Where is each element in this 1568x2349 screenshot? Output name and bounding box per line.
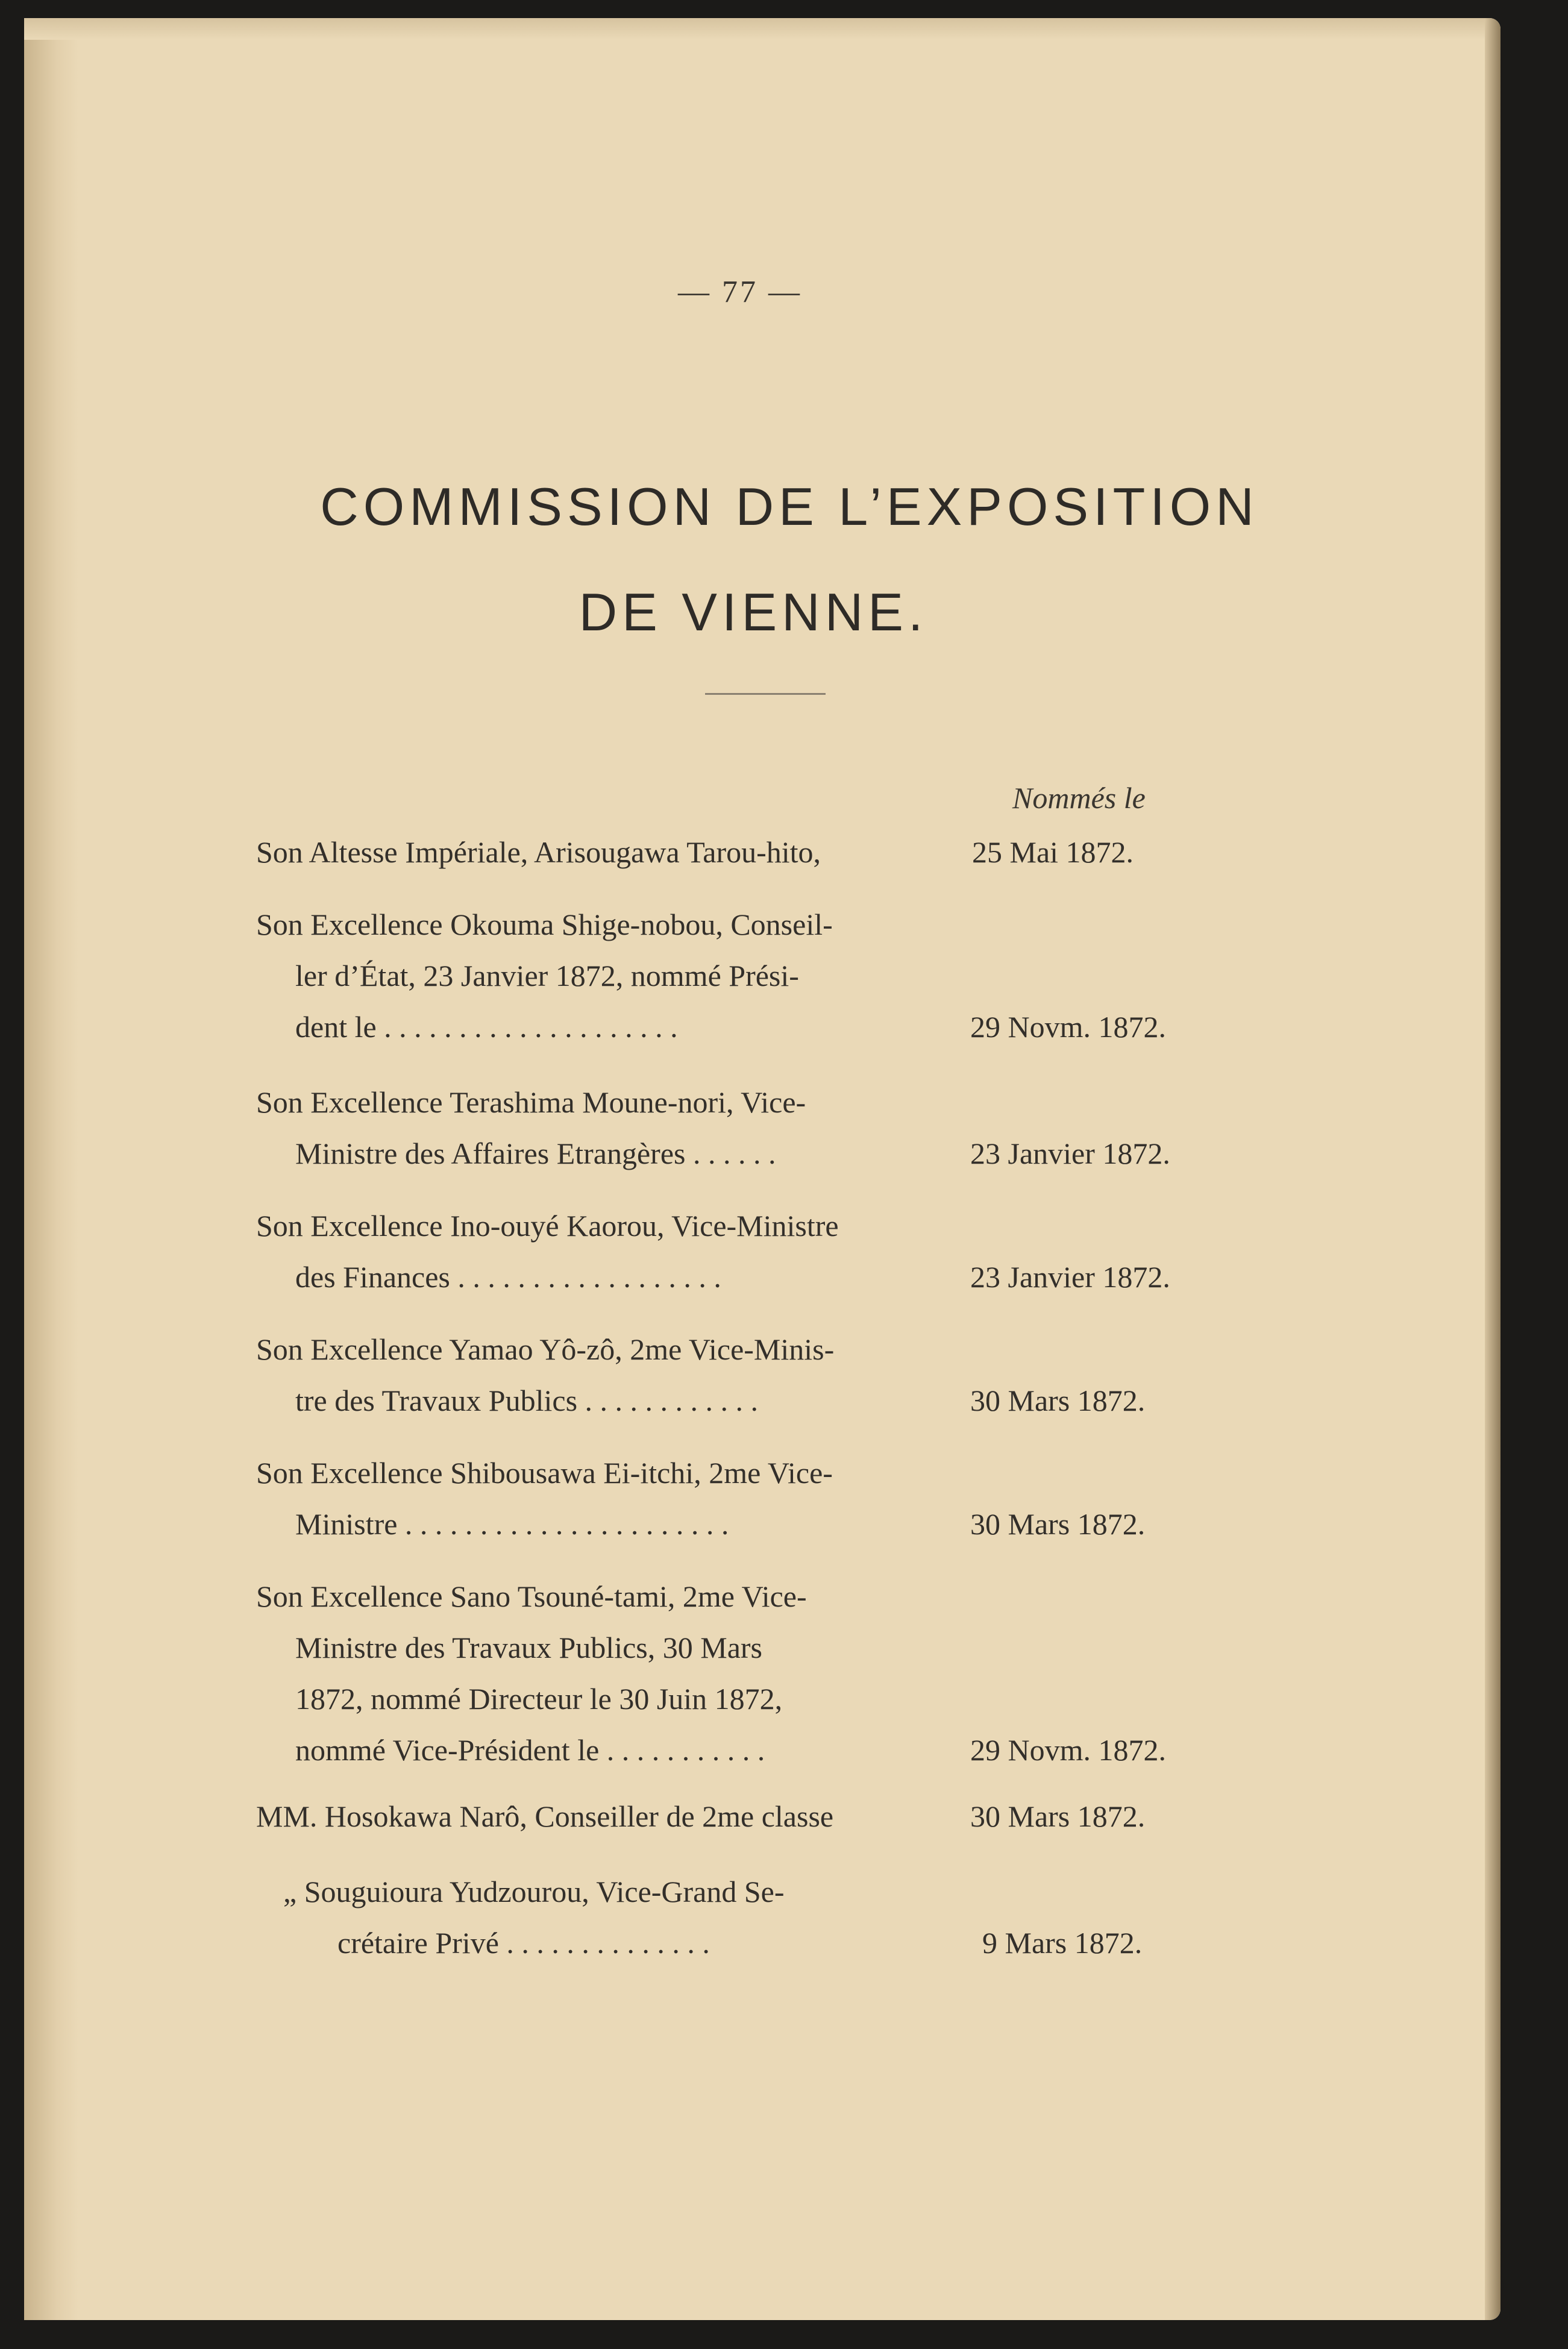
entry-8-line-1: MM. Hosokawa Narô, Conseiller de 2me classe bbox=[256, 1799, 834, 1833]
entry-6-date: 30 Mars 1872. bbox=[970, 1507, 1146, 1541]
entry-6-line-1: Son Excellence Shibousawa Ei-itchi, 2me Vice- bbox=[256, 1456, 833, 1490]
page-gutter bbox=[24, 18, 78, 2320]
entry-4-line-2: des Finances . . . . . . . . . . . . . . . . . . bbox=[295, 1260, 721, 1294]
entry-8-date: 30 Mars 1872. bbox=[970, 1799, 1146, 1833]
title-line-2: DE VIENNE. bbox=[579, 582, 928, 642]
title-rule bbox=[705, 693, 826, 695]
entry-5-date: 30 Mars 1872. bbox=[970, 1384, 1146, 1417]
entry-7-line-1: Son Excellence Sano Tsouné-tami, 2me Vice- bbox=[256, 1579, 807, 1613]
entry-4-date: 23 Janvier 1872. bbox=[970, 1260, 1170, 1294]
entry-5-line-1: Son Excellence Yamao Yô-zô, 2me Vice-Minis- bbox=[256, 1332, 835, 1366]
entry-2-line-3: dent le . . . . . . . . . . . . . . . . . . . . bbox=[295, 1010, 678, 1044]
title-line-1: COMMISSION DE L’EXPOSITION bbox=[320, 477, 1259, 536]
entry-9-line-1: „ Souguioura Yudzourou, Vice-Grand Se- bbox=[283, 1875, 785, 1908]
entry-2-line-2: ler d’État, 23 Janvier 1872, nommé Prési- bbox=[295, 959, 799, 993]
entry-1-date: 25 Mai 1872. bbox=[972, 835, 1134, 869]
entry-6-line-2: Ministre . . . . . . . . . . . . . . . . . . . . . . bbox=[295, 1507, 729, 1541]
entry-9-line-2: crétaire Privé . . . . . . . . . . . . . . bbox=[337, 1926, 710, 1960]
entry-5-line-2: tre des Travaux Publics . . . . . . . . . . . . bbox=[295, 1384, 759, 1417]
entry-3-line-2: Ministre des Affaires Etrangères . . . . . . bbox=[295, 1137, 776, 1170]
entry-9-date: 9 Mars 1872. bbox=[982, 1926, 1143, 1960]
entry-3-line-1: Son Excellence Terashima Moune-nori, Vice- bbox=[256, 1085, 806, 1119]
entry-7-date: 29 Novm. 1872. bbox=[970, 1733, 1166, 1767]
page-number: — 77 — bbox=[678, 275, 802, 309]
entry-1-line-1: Son Altesse Impériale, Arisougawa Tarou-hito, bbox=[256, 835, 821, 869]
entry-7-line-4: nommé Vice-Président le . . . . . . . . . . . bbox=[295, 1733, 765, 1767]
entry-7-line-2: Ministre des Travaux Publics, 30 Mars bbox=[295, 1631, 762, 1664]
entry-7-line-3: 1872, nommé Directeur le 30 Juin 1872, bbox=[295, 1682, 783, 1716]
entry-2-line-1: Son Excellence Okouma Shige-nobou, Conseil- bbox=[256, 908, 833, 941]
header-note: Nommés le bbox=[1012, 781, 1146, 815]
entry-3-date: 23 Janvier 1872. bbox=[970, 1137, 1170, 1170]
page-top-edge bbox=[24, 18, 1501, 40]
entry-4-line-1: Son Excellence Ino-ouyé Kaorou, Vice-Ministre bbox=[256, 1209, 839, 1243]
page-right-edge bbox=[1485, 18, 1501, 2320]
entry-2-date: 29 Novm. 1872. bbox=[970, 1010, 1166, 1044]
